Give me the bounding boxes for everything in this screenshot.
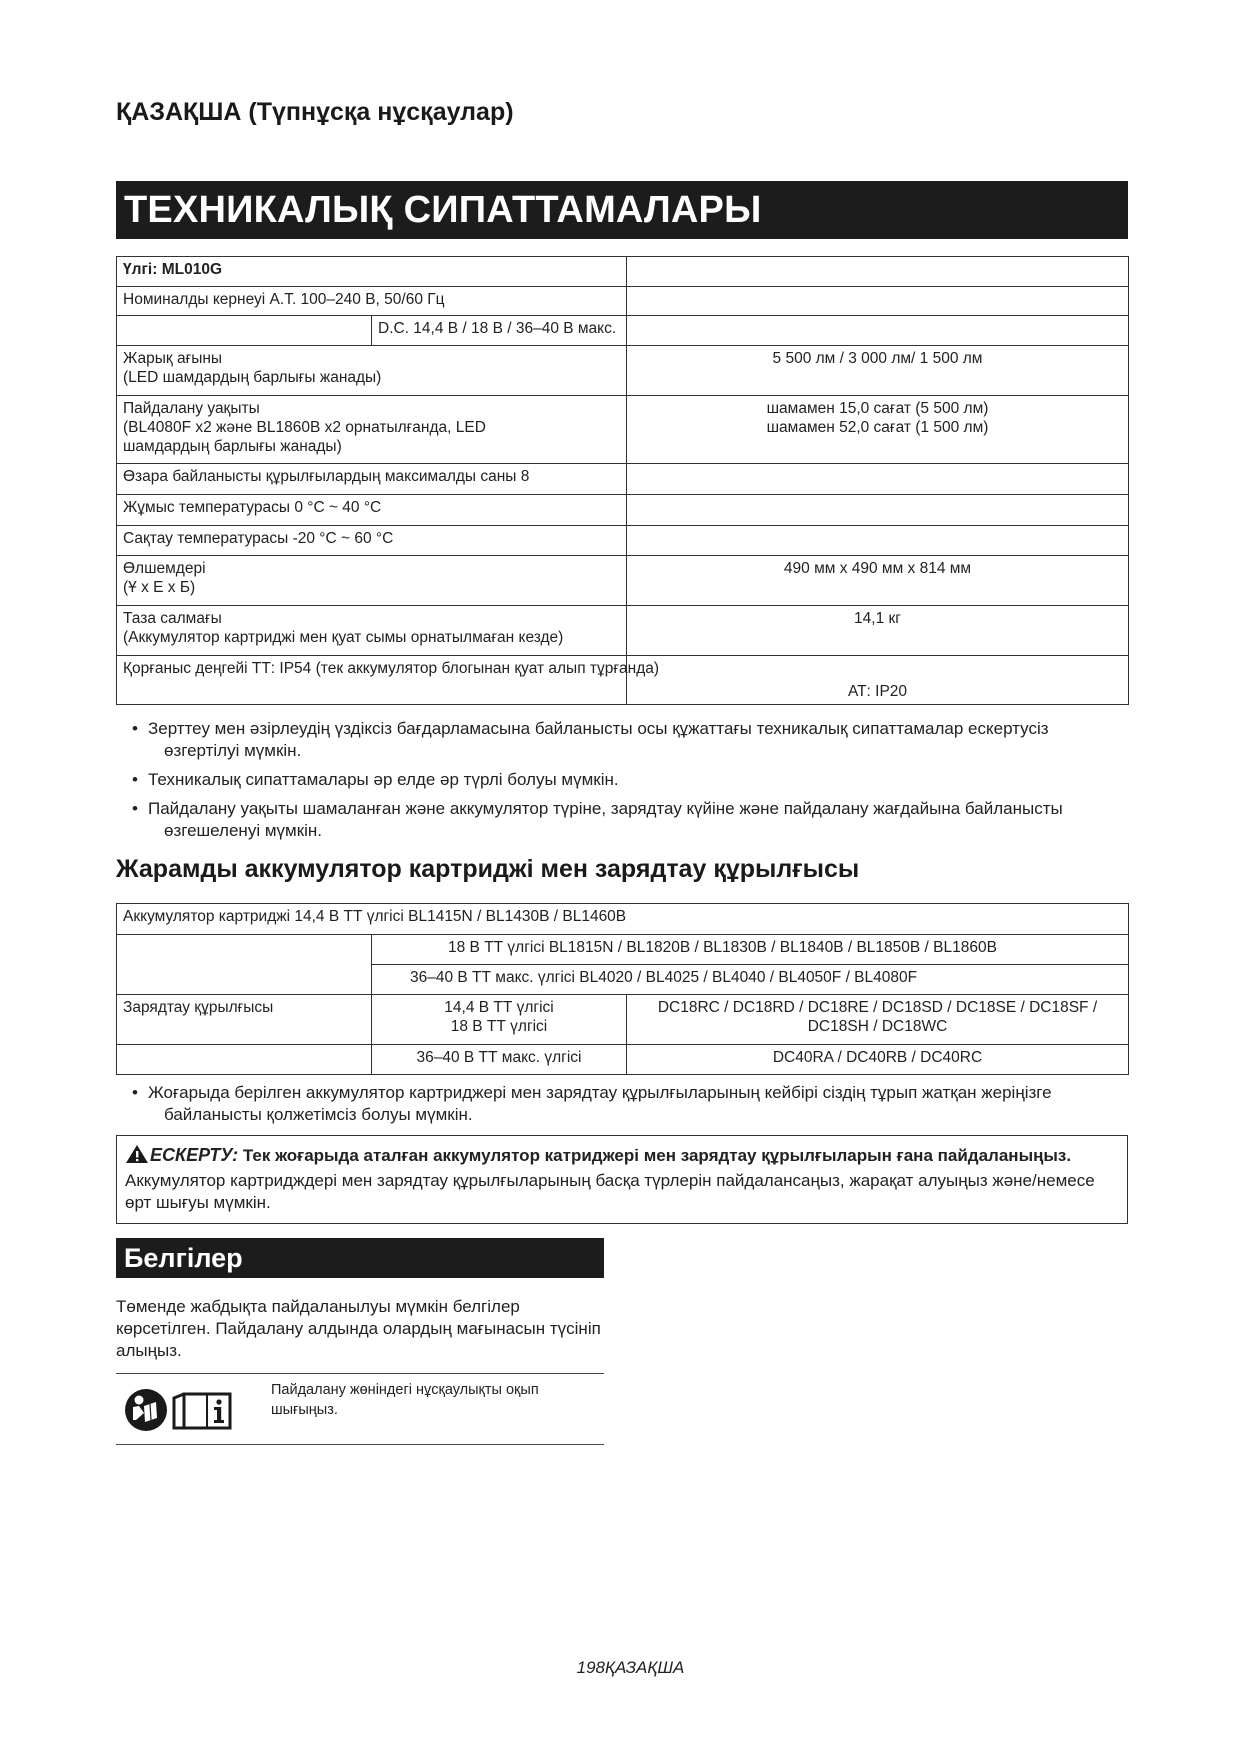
operating-label-line: Пайдалану уақыты bbox=[123, 400, 260, 417]
spec-notes-list bbox=[116, 718, 1128, 849]
page-footer: 198ҚАЗАҚША bbox=[576, 1658, 685, 1677]
battery-note-text: Жоғарыда берілген аккумулятор картриджері мен зарядтау құрылғыларының кейбірі сіздің тұрып жатқан жеріңізге байланысты қолжетімсіз болуы мүмкін. bbox=[148, 1083, 1052, 1124]
symbols-heading: Белгілер bbox=[116, 1238, 604, 1278]
list-item bbox=[116, 1082, 1128, 1126]
warning-triangle-icon bbox=[125, 1144, 149, 1170]
table-row bbox=[117, 1045, 1129, 1075]
empty-cell bbox=[627, 526, 1129, 556]
dimensions-label-line: (Ұ x Е x Б) bbox=[123, 579, 196, 596]
empty-cell bbox=[117, 316, 372, 346]
operating-value-line: шамамен 15,0 сағат (5 500 лм) bbox=[766, 400, 989, 417]
table-row bbox=[117, 965, 1129, 995]
table-row bbox=[117, 606, 1129, 656]
read-manual-icon bbox=[124, 1388, 234, 1437]
table-row bbox=[117, 464, 1129, 495]
charger-type-cell: 36–40 В ТТ макс. үлгісі bbox=[372, 1045, 627, 1075]
bullet-icon: • bbox=[132, 799, 138, 818]
empty-cell bbox=[627, 287, 1129, 316]
weight-label-line: (Аккумулятор картриджі мен қуат сымы орнатылмаған кезде) bbox=[123, 629, 564, 646]
protection-ac-cell: АТ: IP20 bbox=[627, 656, 1129, 705]
table-row bbox=[117, 257, 1129, 287]
voltage-label-cell: Номиналды кернеуі А.Т. 100–240 В, 50/60 Гц bbox=[117, 287, 627, 316]
luminous-value-cell: 5 500 лм / 3 000 лм/ 1 500 лм bbox=[627, 346, 1129, 396]
warning-text: Аккумулятор картридждері мен зарядтау құрылғыларының басқа түрлерін пайдалансаңыз, жарақат алуыңыз және/немесе өрт шығуы мүмкін. bbox=[125, 1171, 1095, 1212]
max-devices-cell: Өзара байланысты құрылғылардың максималды саны 8 bbox=[117, 464, 627, 495]
spec-note-text: Зерттеу мен әзірлеудің үздіксіз бағдарламасына байланысты осы құжаттағы техникалық сипаттамалар ескертусіз өзгертілуі мүмкін. bbox=[148, 719, 1049, 760]
bullet-icon: • bbox=[132, 1083, 138, 1102]
table-row bbox=[117, 526, 1129, 556]
bullet-icon: • bbox=[132, 719, 138, 738]
empty-cell bbox=[117, 1045, 372, 1075]
spec-note-text: Пайдалану уақыты шамаланған және аккумулятор түріне, зарядтау күйіне және пайдалану жағдайына байланысты өзгешеленуі мүмкін. bbox=[148, 799, 1063, 840]
empty-cell bbox=[117, 965, 372, 995]
symbols-intro: Төменде жабдықта пайдаланылуы мүмкін белгілер көрсетілген. Пайдалану алдында олардың мағынасын түсініп алыңыз. bbox=[116, 1297, 601, 1360]
bullet-icon: • bbox=[132, 770, 138, 789]
table-row bbox=[117, 935, 1129, 965]
charger-label-cell: Зарядтау құрылғысы bbox=[117, 995, 372, 1045]
language-title: ҚАЗАҚША (Түпнұсқа нұсқаулар) bbox=[116, 98, 514, 126]
empty-cell bbox=[117, 935, 372, 965]
spec-table bbox=[116, 256, 1129, 705]
list-item bbox=[116, 718, 1128, 762]
warning-bold-text: Тек жоғарыда аталған аккумулятор катриджері мен зарядтау құрылғыларын ғана пайдаланыңыз. bbox=[242, 1146, 1072, 1165]
luminous-label-cell bbox=[117, 346, 627, 396]
list-item bbox=[116, 798, 1128, 842]
table-row bbox=[117, 316, 1129, 346]
table-row bbox=[117, 287, 1129, 316]
weight-label-cell bbox=[117, 606, 627, 656]
table-row bbox=[117, 396, 1129, 464]
luminous-label-line: Жарық ағыны bbox=[123, 350, 223, 367]
cartridge-row-cell: Аккумулятор картриджі 14,4 В ТТ үлгісі BL1415N / BL1430B / BL1460B bbox=[117, 904, 1129, 935]
operating-label-line: (BL4080F x2 және BL1860B x2 орнатылғанда, LED bbox=[123, 419, 486, 436]
spec-note-text: Техникалық сипаттамалары әр елде әр түрлі болуы мүмкін. bbox=[148, 770, 619, 789]
operating-label-line: шамдардың барлығы жанады) bbox=[123, 438, 342, 455]
charger-models-cell: DC40RA / DC40RB / DC40RC bbox=[627, 1045, 1129, 1075]
model-cell: Үлгі: ML010G bbox=[117, 257, 627, 287]
table-row bbox=[117, 556, 1129, 606]
operating-value-line: шамамен 52,0 сағат (1 500 лм) bbox=[766, 419, 989, 436]
charger-type-cell bbox=[372, 995, 627, 1045]
protection-label-cell: Қорғаныс деңгейі ТТ: IP54 (тек аккумулятор блогынан қуат алып тұрғанда) bbox=[117, 656, 627, 705]
working-temp-cell: Жұмыс температурасы 0 °C ~ 40 °C bbox=[117, 495, 627, 526]
table-row bbox=[117, 346, 1129, 396]
empty-cell bbox=[627, 495, 1129, 526]
table-row bbox=[117, 995, 1129, 1045]
charger-models-cell bbox=[627, 995, 1129, 1045]
luminous-label-line: (LED шамдардың барлығы жанады) bbox=[123, 369, 382, 386]
dimensions-value-cell: 490 мм x 490 мм x 814 мм bbox=[627, 556, 1129, 606]
weight-label-line: Таза салмағы bbox=[123, 610, 222, 627]
empty-cell bbox=[627, 464, 1129, 495]
warning-keyword: ЕСКЕРТУ: bbox=[150, 1145, 239, 1165]
symbol-row bbox=[116, 1373, 604, 1445]
cartridge-row-cell: 36–40 В ТТ макс. үлгісі BL4020 / BL4025 / BL4040 / BL4050F / BL4080F bbox=[372, 965, 1129, 995]
battery-table bbox=[116, 903, 1129, 1075]
battery-heading: Жарамды аккумулятор картриджі мен зарядтау құрылғысы bbox=[116, 855, 860, 883]
spec-heading: ТЕХНИКАЛЫҚ СИПАТТАМАЛАРЫ bbox=[116, 181, 1128, 239]
voltage-dc-cell: D.C. 14,4 В / 18 В / 36–40 В макс. bbox=[372, 316, 627, 346]
battery-note-list bbox=[116, 1082, 1128, 1133]
charger-type-line: 14,4 В ТТ үлгісі bbox=[444, 999, 554, 1016]
storage-temp-cell: Сақтау температурасы -20 °C ~ 60 °C bbox=[117, 526, 627, 556]
empty-cell bbox=[627, 316, 1129, 346]
table-row bbox=[117, 904, 1129, 935]
cartridge-row-cell: 18 В ТТ үлгісі BL1815N / BL1820B / BL1830B / BL1840B / BL1850B / BL1860B bbox=[372, 935, 1129, 965]
empty-cell bbox=[627, 257, 1129, 287]
read-manual-text: Пайдалану жөніндегі нұсқаулықты оқып шығыңыз. bbox=[271, 1382, 539, 1418]
dimensions-label-line: Өлшемдері bbox=[123, 560, 206, 577]
table-row bbox=[117, 495, 1129, 526]
warning-box bbox=[116, 1135, 1128, 1224]
table-row bbox=[117, 656, 1129, 705]
charger-models-line: DC18SH / DC18WC bbox=[807, 1018, 948, 1035]
dimensions-label-cell bbox=[117, 556, 627, 606]
operating-value-cell bbox=[627, 396, 1129, 464]
weight-value-cell: 14,1 кг bbox=[627, 606, 1129, 656]
charger-models-line: DC18RC / DC18RD / DC18RE / DC18SD / DC18SE / DC18SF / bbox=[657, 999, 1098, 1016]
operating-label-cell bbox=[117, 396, 627, 464]
list-item bbox=[116, 769, 1128, 791]
charger-type-line: 18 В ТТ үлгісі bbox=[450, 1018, 548, 1035]
